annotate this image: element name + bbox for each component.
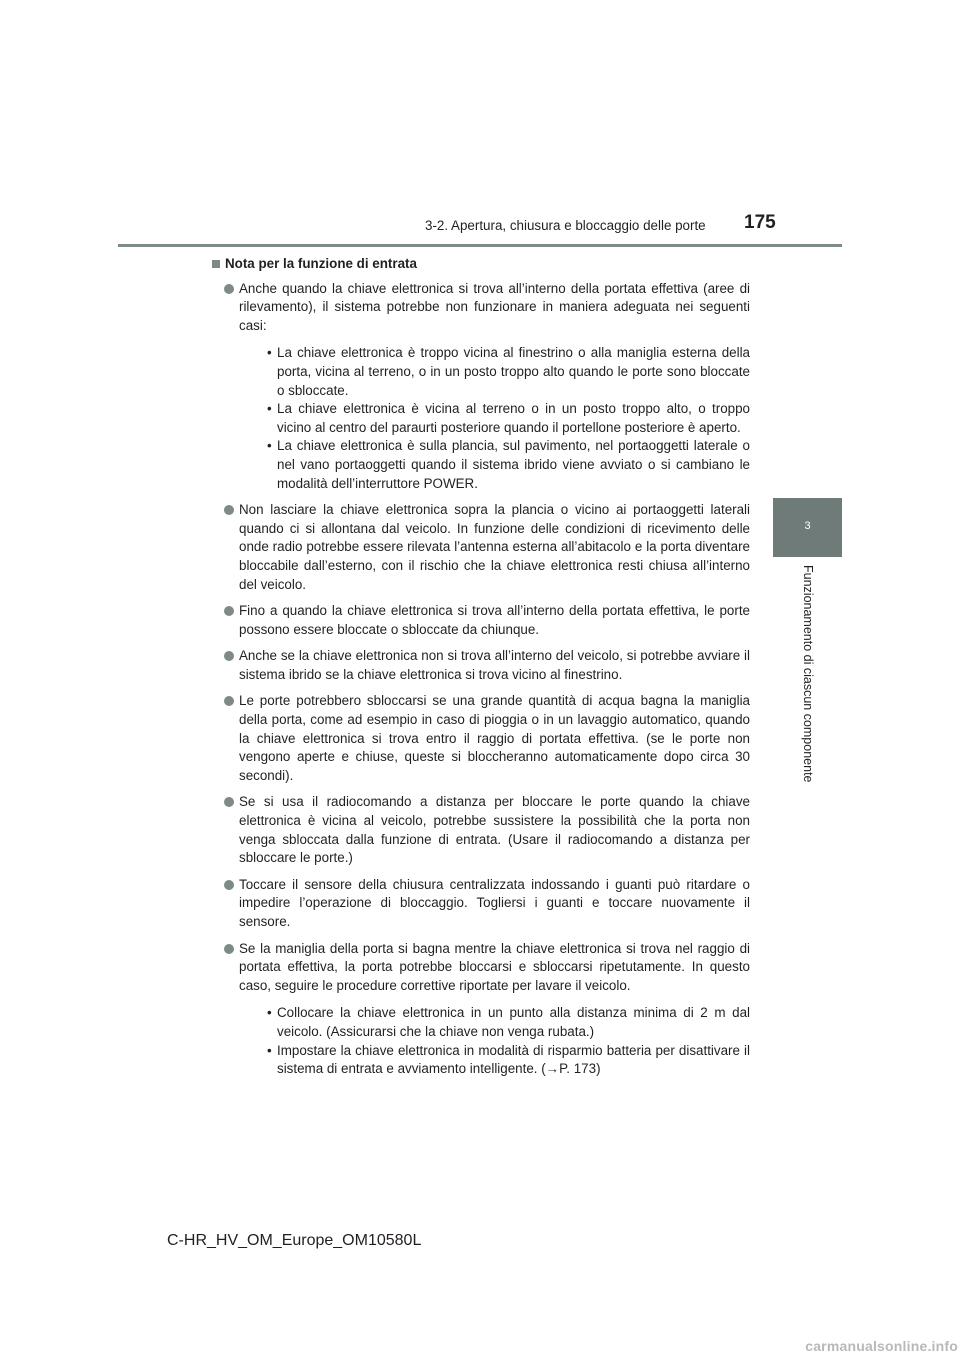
sub-list-item [239, 1042, 750, 1079]
note-item [212, 793, 750, 867]
chapter-tab-number: 3 [804, 520, 811, 532]
note-item [212, 876, 750, 932]
circle-bullet-icon [224, 880, 234, 890]
square-bullet-icon [212, 260, 220, 268]
sub-list-item [239, 400, 750, 437]
sub-list-item [239, 344, 750, 400]
note-item [212, 692, 750, 785]
note-item-text: Le porte potrebbero sbloccarsi se una grande quantità di acqua bagna la maniglia della porta, come ad esempio in caso di pioggia o in un lavaggio automatico, quando la chiave elettronica si trova entro il raggio di portata effettiva. (se le porte non vengono aperte e chiuse, queste si bloccheranno automaticamente dopo circa 30 secondi). [239, 693, 750, 783]
sub-list [239, 344, 750, 493]
sub-list-item [239, 1004, 750, 1041]
section-heading-text: Nota per la funzione di entrata [225, 256, 417, 271]
header-divider [118, 244, 842, 247]
dot-bullet-icon: • [267, 1005, 272, 1021]
chapter-tab [773, 498, 842, 557]
chapter-tab-caption: Funzionamento di ciascun componente [801, 565, 815, 783]
circle-bullet-icon [224, 797, 234, 807]
page-number: 175 [744, 212, 776, 233]
dot-bullet-icon: • [267, 1042, 272, 1058]
circle-bullet-icon [224, 505, 234, 515]
note-item [212, 940, 750, 1079]
circle-bullet-icon [224, 944, 234, 954]
sub-list-item [239, 437, 750, 493]
document-code-footer: C-HR_HV_OM_Europe_OM10580L [167, 1232, 422, 1249]
note-item-text: Anche se la chiave elettronica non si trova all’interno del veicolo, si potrebbe avviare il sistema ibrido se la chiave elettronica si trova vicino al finestrino. [239, 648, 750, 682]
note-item-text: Fino a quando la chiave elettronica si trova all’interno della portata effettiva, le porte possono essere bloccate o sbloccate da chiunque. [239, 603, 750, 637]
page-content [212, 255, 750, 1087]
sub-list-item-text: La chiave elettronica è troppo vicina al finestrino o alla maniglia esterna della porta, vicina al terreno, o in un posto troppo alto quando le porte sono bloccate o sbloccate. [277, 345, 750, 398]
dot-bullet-icon: • [267, 438, 272, 454]
sub-list-item-text: La chiave elettronica è vicina al terreno o in un posto troppo alto, o troppo vicino al centro del paraurti posteriore quando il portellone posteriore è aperto. [277, 401, 750, 435]
section-heading [212, 255, 750, 274]
note-item-text: Se la maniglia della porta si bagna mentre la chiave elettronica si trova nel raggio di portata effettiva, la porta potrebbe bloccarsi e sbloccarsi ripetutamente. In questo caso, seguire le procedure correttive riportate per lavare il veicolo. [239, 940, 750, 993]
sub-list [239, 1004, 750, 1078]
dot-bullet-icon: • [267, 401, 272, 417]
note-item [212, 501, 750, 594]
note-item [212, 280, 750, 494]
circle-bullet-icon [224, 696, 234, 706]
circle-bullet-icon [224, 606, 234, 616]
circle-bullet-icon [224, 284, 234, 294]
note-item-text: Anche quando la chiave elettronica si trova all’interno della portata effettiva (aree di rilevamento), il sistema potrebbe non funzionare in maniera adeguata nei seguenti casi: [239, 280, 750, 333]
header-section-title: 3-2. Apertura, chiusura e bloccaggio delle porte [425, 218, 706, 233]
site-watermark: carmanualsonline.info [805, 1338, 958, 1354]
sub-list-item-text: Impostare la chiave elettronica in modalità di risparmio batteria per disattivare il sistema di entrata e avviamento intelligente. (→P. 173) [277, 1042, 750, 1077]
circle-bullet-icon [224, 651, 234, 661]
note-item-text: Non lasciare la chiave elettronica sopra la plancia o vicino ai portaoggetti laterali quando ci si allontana dal veicolo. In funzione delle condizioni di ricevimento delle onde radio potrebbe essere rilevata l’antenna esterna all’abitacolo e la porta diventare bloccabile dall’esterno, con il rischio che la chiave elettronica resti chiusa all’interno del veicolo. [239, 502, 750, 592]
note-item-text: Toccare il sensore della chiusura centralizzata indossando i guanti può ritardare o impedire l’operazione di bloccaggio. Togliersi i guanti e toccare nuovamente il sensore. [239, 876, 750, 929]
dot-bullet-icon: • [267, 345, 272, 361]
note-item [212, 647, 750, 684]
note-item [212, 602, 750, 639]
note-item-text: Se si usa il radiocomando a distanza per bloccare le porte quando la chiave elettronica è vicina al veicolo, potrebbe sussistere la possibilità che la porta non venga sbloccata dalla funzione di entrata. (Usare il radiocomando a distanza per sbloccare le porte.) [239, 794, 750, 866]
sub-list-item-text: Collocare la chiave elettronica in un punto alla distanza minima di 2 m dal veicolo. (Assicurarsi che la chiave non venga rubata.) [277, 1005, 750, 1039]
sub-list-item-text: La chiave elettronica è sulla plancia, sul pavimento, nel portaoggetti laterale o nel vano portaoggetti quando il sistema ibrido viene avviato o si cambiano le modalità dell’interruttore POWER. [277, 438, 750, 491]
